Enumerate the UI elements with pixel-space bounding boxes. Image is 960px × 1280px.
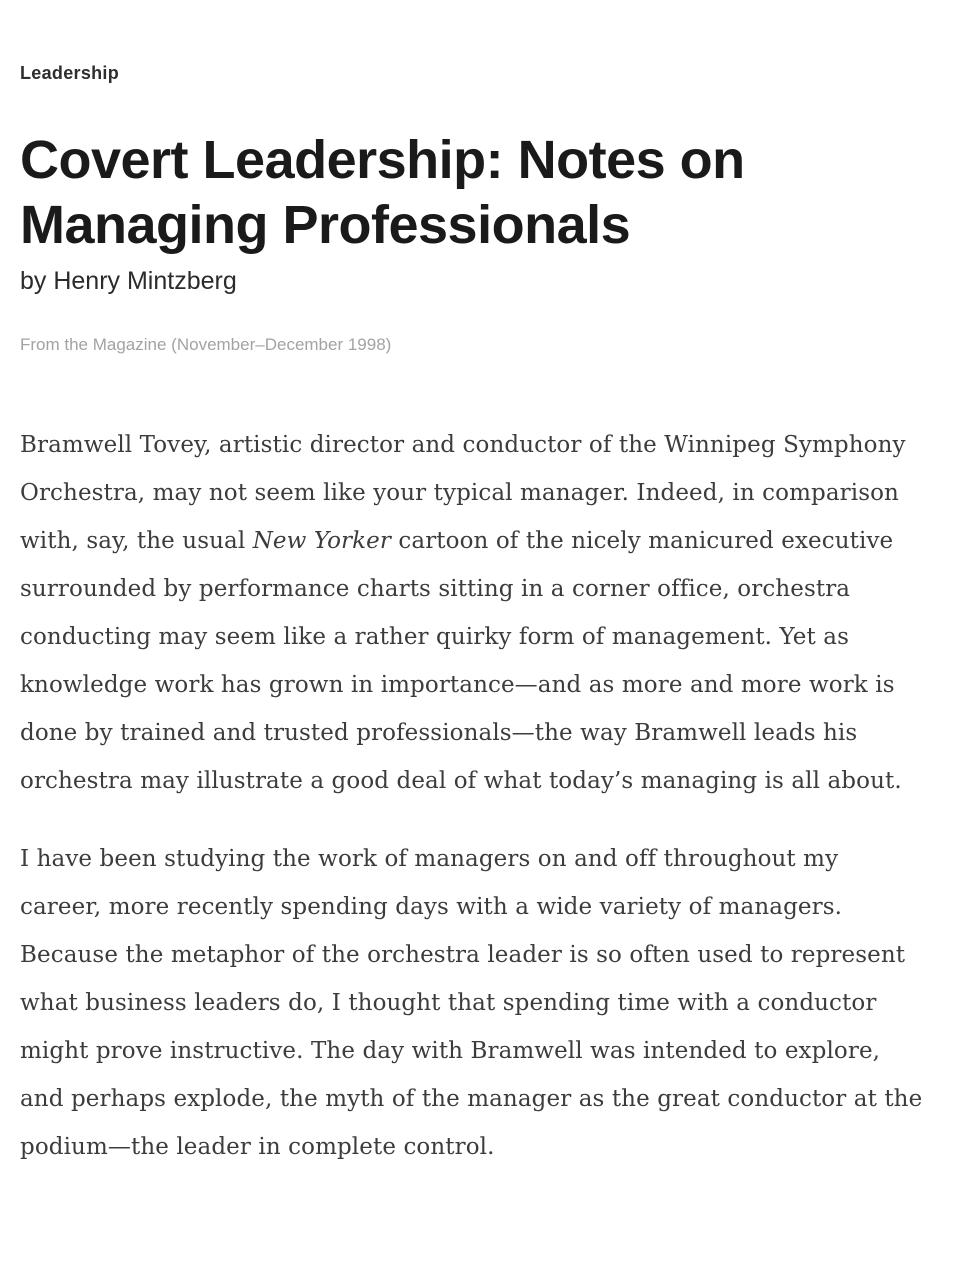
article-paragraph: Bramwell Tovey, artistic director and conductor of the Winnipeg Symphony Orchestra, may not seem like your typical manager. Indeed, in comparison with, say, the usual New Yorker cartoon of the nicely manicured executive surrounded by performance charts sitting in a corner office, orchestra conducting may seem like a rather quirky form of management. Yet as knowledge work has grown in importance—and as more and more work is done by trained and trusted professionals—the way Bramwell leads his orchestra may illustrate a good deal of what today’s managing is all about. — [20, 432, 906, 794]
byline: by Henry Mintzberg — [20, 267, 237, 295]
category-label[interactable]: Leadership — [20, 63, 120, 83]
article-paragraph: I have been studying the work of managers on and off throughout my career, more recently spending days with a wide variety of managers. Because the metaphor of the orchestra leader is so often used to represent what business leaders do, I thought that spending time with a conductor might prove instructive. The day with Bramwell was intended to explore, and perhaps explode, the myth of the manager as the great conductor at the podium—the leader in complete control. — [20, 846, 923, 1160]
article-body — [20, 421, 925, 1171]
article-title: Covert Leadership: Notes on Managing Professionals — [20, 130, 745, 255]
source-line: From the Magazine (November–December 1998) — [20, 335, 392, 354]
